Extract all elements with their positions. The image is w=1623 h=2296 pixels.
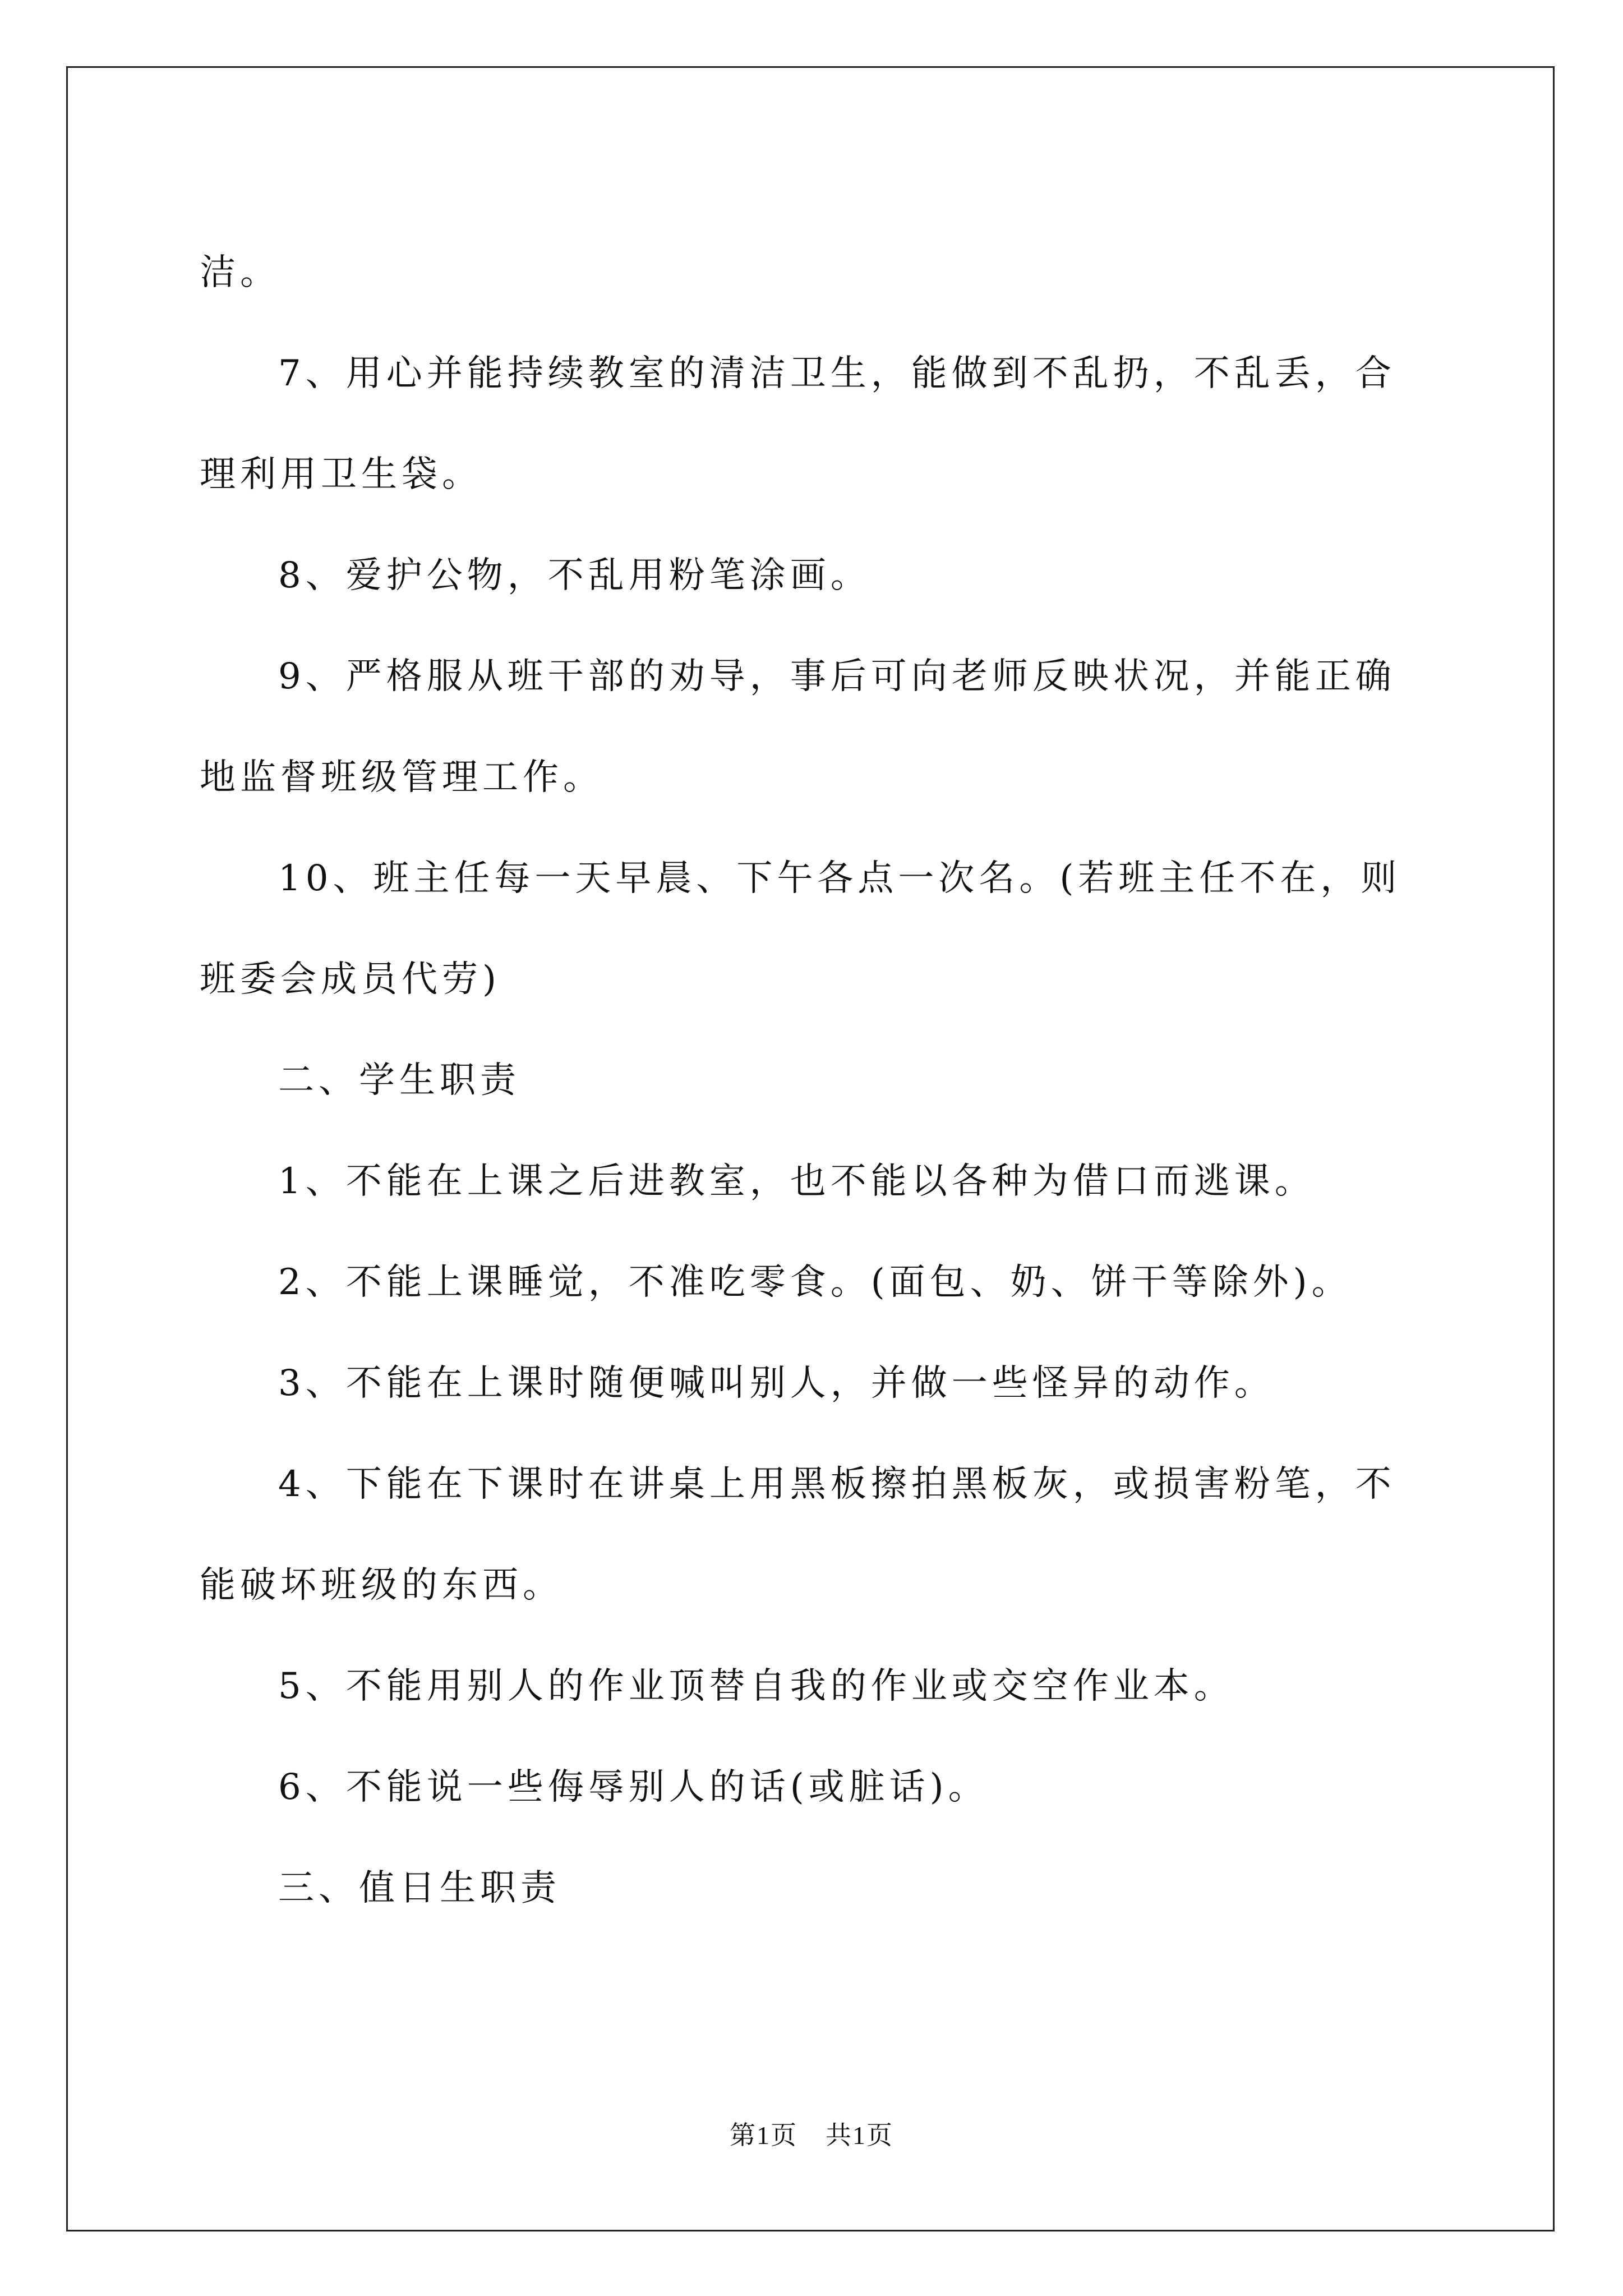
paragraph: 8、爱护公物，不乱用粉笔涂画。 <box>278 555 871 596</box>
paragraph: 3、不能在上课时随便喊叫别人，并做一些怪异的动作。 <box>278 1363 1275 1404</box>
paragraph: 7、用心并能持续教室的清洁卫生，能做到不乱扔，不乱丢，合理利用卫生袋。 <box>200 353 1396 495</box>
paragraph: 1、不能在上课之后进教室，也不能以各种为借口而逃课。 <box>278 1161 1315 1202</box>
section-heading: 三、值日生职责 <box>278 1867 561 1909</box>
paragraph: 4、下能在下课时在讲桌上用黑板擦拍黑板灰，或损害粉笔，不能破坏班级的东西。 <box>200 1464 1396 1606</box>
paragraph: 6、不能说一些侮辱别人的话(或脏话)。 <box>278 1766 989 1808</box>
page-number: 第1页 <box>730 2121 797 2150</box>
paragraph: 2、不能上课睡觉，不准吃零食。(面包、奶、饼干等除外)。 <box>278 1262 1352 1303</box>
paragraph: 9、严格服从班干部的劝导，事后可向老师反映状况，并能正确地监督班级管理工作。 <box>200 656 1396 798</box>
paragraph: 洁。 <box>200 252 280 293</box>
page-total: 共1页 <box>826 2121 893 2150</box>
paragraph: 5、不能用别人的作业顶替自我的作业或交空作业本。 <box>278 1665 1234 1707</box>
section-heading: 二、学生职责 <box>278 1060 520 1101</box>
document-body <box>200 222 1428 1939</box>
page-footer <box>0 2115 1623 2152</box>
paragraph: 10、班主任每一天早晨、下午各点一次名。(若班主任不在，则班委会成员代劳) <box>200 858 1401 1000</box>
